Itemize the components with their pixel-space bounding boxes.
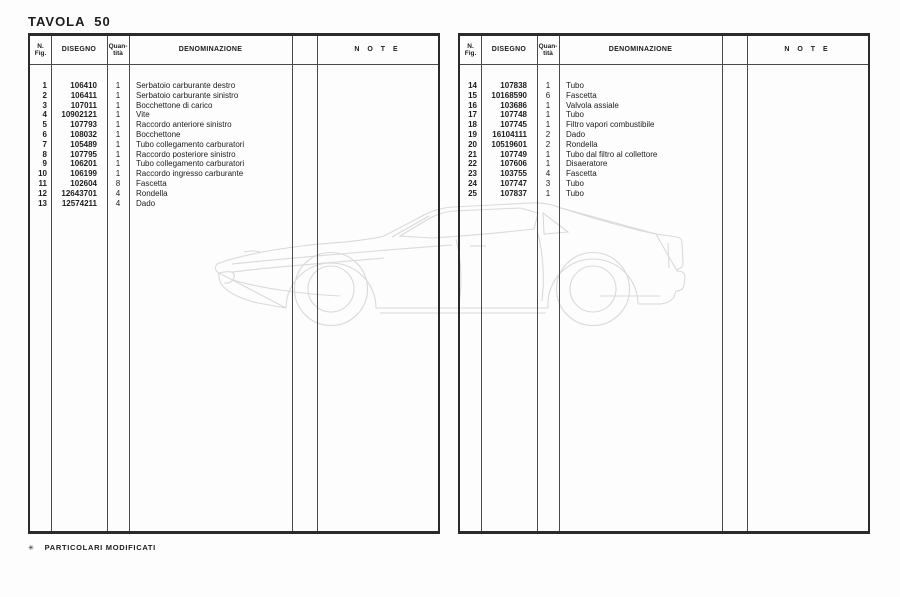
header-note — [747, 36, 868, 64]
fig-number: 8 — [42, 149, 47, 159]
quantity-value: 6 — [545, 90, 551, 100]
header-fig-line2: Fig. — [34, 50, 47, 57]
disegno-number: 107837 — [500, 188, 527, 198]
header-fig-line1: N. — [467, 42, 474, 50]
denominazione-text: Rondella — [566, 139, 598, 149]
header-quantita — [107, 36, 129, 64]
fig-number: 24 — [468, 178, 477, 188]
fig-number: 6 — [42, 129, 47, 139]
header-disegno — [481, 36, 537, 64]
denominazione-text: Tubo — [566, 188, 584, 198]
table-row — [30, 101, 438, 111]
header-denominazione-label: DENOMINAZIONE — [608, 46, 673, 54]
denominazione-text: Raccordo posteriore sinistro — [136, 149, 236, 159]
table-row — [460, 130, 868, 140]
denominazione-text: Valvola assiale — [566, 100, 619, 110]
header-denominazione-label: DENOMINAZIONE — [178, 46, 243, 54]
quantity-value: 4 — [545, 169, 551, 179]
quantity-value: 1 — [115, 169, 121, 179]
header-fig — [30, 36, 51, 64]
parts-table-right — [458, 33, 870, 534]
quantity-value: 1 — [115, 110, 121, 120]
disegno-number: 106199 — [70, 169, 97, 179]
quantity-value: 4 — [115, 198, 121, 208]
table-header — [30, 36, 438, 64]
header-qty-line1: Quan- — [108, 42, 128, 50]
quantity-value: 1 — [115, 90, 121, 100]
disegno-number: 12643701 — [61, 188, 97, 198]
fig-number: 16 — [468, 100, 477, 110]
table-body — [460, 65, 868, 531]
quantity-value: 2 — [545, 139, 551, 149]
header-quantita — [537, 36, 559, 64]
table-row — [460, 189, 868, 199]
disegno-number: 107838 — [500, 81, 527, 90]
quantity-value: 1 — [115, 149, 121, 159]
table-row — [30, 150, 438, 160]
denominazione-text: Tubo — [566, 178, 584, 188]
header-disegno-label: DISEGNO — [61, 46, 97, 54]
fig-number: 18 — [468, 120, 477, 130]
quantity-value: 1 — [115, 159, 121, 169]
disegno-number: 107011 — [70, 100, 97, 110]
table-row — [460, 110, 868, 120]
denominazione-text: Tubo — [566, 81, 584, 90]
fig-number: 13 — [38, 198, 47, 208]
quantity-value: 1 — [545, 81, 551, 90]
disegno-number: 103755 — [500, 169, 527, 179]
denominazione-text: Raccordo ingresso carburante — [136, 169, 244, 179]
footer-legend — [28, 543, 156, 552]
denominazione-text: Disaeratore — [566, 159, 608, 169]
header-note-label: N O T E — [784, 46, 831, 54]
quantity-value: 1 — [115, 120, 121, 130]
denominazione-text: Vite — [136, 110, 150, 120]
header-qty-line2: tità — [543, 50, 553, 57]
header-fig-line2: Fig. — [464, 50, 477, 57]
fig-number: 9 — [42, 159, 47, 169]
quantity-value: 1 — [545, 188, 551, 198]
denominazione-text: Serbatoio carburante destro — [136, 81, 236, 90]
quantity-value: 1 — [545, 120, 551, 130]
fig-number: 14 — [468, 81, 477, 90]
table-row — [460, 179, 868, 189]
fig-number: 7 — [42, 139, 47, 149]
table-row — [30, 110, 438, 120]
header-qty-line2: tità — [113, 50, 123, 57]
quantity-value: 1 — [115, 129, 121, 139]
disegno-number: 107745 — [500, 120, 527, 130]
table-row — [30, 120, 438, 130]
asterisk-modified-mark: ✳ — [28, 544, 35, 552]
table-row — [460, 120, 868, 130]
quantity-value: 1 — [115, 81, 121, 90]
disegno-number: 103686 — [500, 100, 527, 110]
table-row — [460, 150, 868, 160]
table-row — [460, 140, 868, 150]
table-row — [460, 91, 868, 101]
denominazione-text: Rondella — [136, 188, 168, 198]
quantity-value: 1 — [545, 159, 551, 169]
fig-number: 22 — [468, 159, 477, 169]
denominazione-text: Tubo collegamento carburatori — [136, 139, 245, 149]
disegno-number: 10519601 — [491, 139, 527, 149]
denominazione-text: Tubo collegamento carburatori — [136, 159, 245, 169]
disegno-number: 105489 — [70, 139, 97, 149]
denominazione-text: Tubo — [566, 110, 584, 120]
table-row — [30, 130, 438, 140]
disegno-number: 102604 — [70, 178, 97, 188]
disegno-number: 107748 — [500, 110, 527, 120]
quantity-value: 1 — [545, 110, 551, 120]
header-mark-column — [722, 36, 747, 64]
disegno-number: 106201 — [70, 159, 97, 169]
table-row — [30, 189, 438, 199]
fig-number: 5 — [42, 120, 47, 130]
table-row — [30, 91, 438, 101]
fig-number: 21 — [468, 149, 477, 159]
fig-number: 17 — [468, 110, 477, 120]
denominazione-text: Fascetta — [566, 90, 597, 100]
header-denominazione — [559, 36, 722, 64]
fig-number: 20 — [468, 139, 477, 149]
fig-number: 12 — [38, 188, 47, 198]
denominazione-text: Dado — [136, 198, 156, 208]
quantity-value: 4 — [115, 188, 121, 198]
table-row — [30, 169, 438, 179]
disegno-number: 16104111 — [492, 129, 527, 139]
table-row — [30, 140, 438, 150]
disegno-number: 12574211 — [61, 198, 97, 208]
fig-number: 15 — [468, 90, 477, 100]
disegno-number: 107793 — [70, 120, 97, 130]
header-note-label: N O T E — [354, 46, 401, 54]
table-body — [30, 65, 438, 531]
quantity-value: 8 — [115, 178, 121, 188]
quantity-value: 1 — [115, 139, 121, 149]
header-disegno — [51, 36, 107, 64]
parts-table-left — [28, 33, 440, 534]
table-row — [30, 199, 438, 209]
header-fig — [460, 36, 481, 64]
table-row — [30, 159, 438, 169]
fig-number: 19 — [468, 129, 477, 139]
header-fig-line1: N. — [37, 42, 44, 50]
quantity-value: 1 — [545, 149, 551, 159]
disegno-number: 10902121 — [61, 110, 97, 120]
fig-number: 23 — [468, 169, 477, 179]
header-note — [317, 36, 438, 64]
header-mark-column — [292, 36, 317, 64]
table-row — [460, 159, 868, 169]
quantity-value: 2 — [545, 129, 551, 139]
footer-legend-label: PARTICOLARI MODIFICATI — [44, 543, 156, 552]
denominazione-text: Dado — [566, 129, 586, 139]
denominazione-text: Tubo dal filtro al collettore — [566, 149, 658, 159]
denominazione-text: Fascetta — [136, 178, 167, 188]
denominazione-text: Bocchettone — [136, 129, 181, 139]
quantity-value: 3 — [545, 178, 551, 188]
disegno-number: 106410 — [70, 81, 97, 90]
disegno-number: 106411 — [70, 90, 97, 100]
fig-number: 3 — [42, 100, 47, 110]
header-disegno-label: DISEGNO — [491, 46, 527, 54]
fig-number: 2 — [42, 90, 47, 100]
header-qty-line1: Quan- — [538, 42, 558, 50]
fig-number: 11 — [38, 178, 47, 188]
disegno-number: 107747 — [500, 178, 527, 188]
disegno-number: 107606 — [500, 159, 527, 169]
denominazione-text: Filtro vapori combustibile — [566, 120, 655, 130]
denominazione-text: Bocchettone di carico — [136, 100, 213, 110]
disegno-number: 107795 — [70, 149, 97, 159]
denominazione-text: Fascetta — [566, 169, 597, 179]
fig-number: 10 — [38, 169, 47, 179]
fig-number: 4 — [42, 110, 47, 120]
table-row — [30, 81, 438, 91]
page-title: TAVOLA 50 — [28, 14, 111, 29]
fig-number: 1 — [42, 81, 47, 90]
disegno-number: 10168590 — [491, 90, 527, 100]
denominazione-text: Raccordo anteriore sinistro — [136, 120, 232, 130]
quantity-value: 1 — [545, 100, 551, 110]
disegno-number: 107749 — [500, 149, 527, 159]
table-header — [460, 36, 868, 64]
header-denominazione — [129, 36, 292, 64]
table-row — [460, 169, 868, 179]
fig-number: 25 — [468, 188, 477, 198]
disegno-number: 108032 — [70, 129, 97, 139]
denominazione-text: Serbatoio carburante sinistro — [136, 90, 239, 100]
quantity-value: 1 — [115, 100, 121, 110]
table-row — [460, 81, 868, 91]
table-row — [30, 179, 438, 189]
table-row — [460, 101, 868, 111]
